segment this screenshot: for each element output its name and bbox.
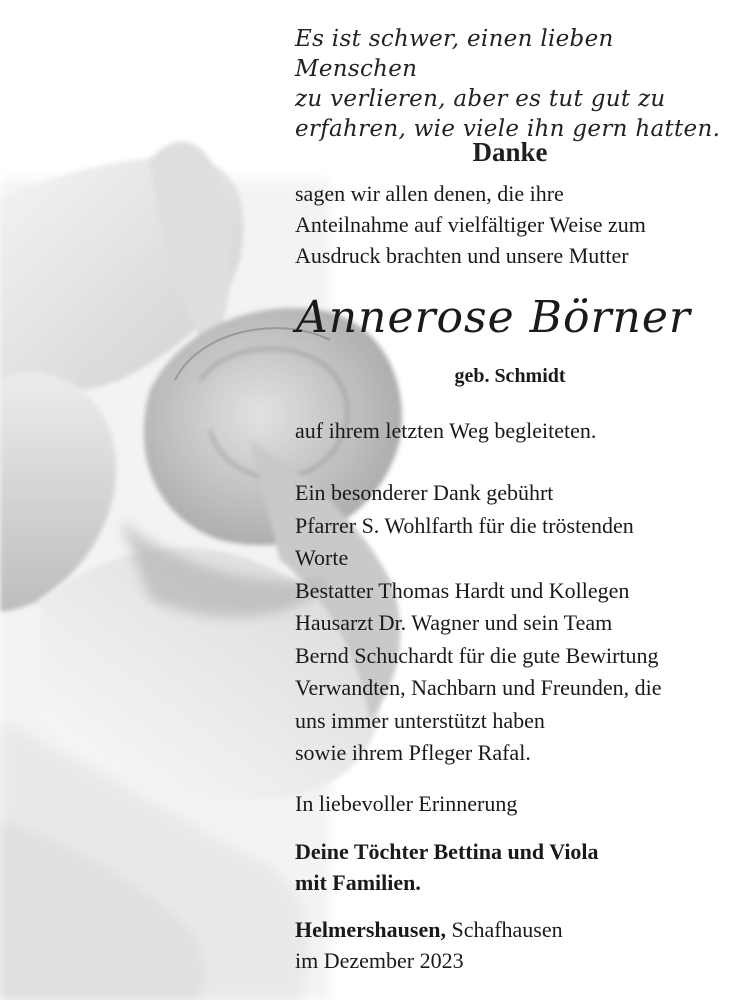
quote-line: Es ist schwer, einen lieben Menschen (295, 26, 614, 82)
thanks-line: Pfarrer S. Wohlfarth für die tröstenden (295, 512, 634, 538)
date-line: im Dezember 2023 (295, 948, 464, 973)
town-bold: Helmershausen, (295, 917, 446, 942)
place-line (295, 914, 735, 945)
special-thanks-list (295, 477, 740, 770)
memory-line: In liebevoller Erinnerung (295, 791, 518, 816)
deceased-name: Annerose Börner (296, 292, 691, 343)
thanks-line: uns immer unterstützt haben (295, 707, 545, 733)
thanks-line: Ein besonderer Dank gebührt (295, 480, 554, 505)
thanks-heading: Danke (472, 137, 548, 167)
thanks-line: Hausarzt Dr. Wagner und sein Team (295, 610, 613, 635)
family-line: Deine Töchter Bettina und Viola (295, 839, 599, 864)
quote-verse (295, 24, 735, 144)
quote-line: zu verlieren, aber es tut gut zu (295, 86, 666, 112)
place-and-date (295, 914, 735, 976)
quote-line: erfahren, wie viele ihn gern hatten. (295, 116, 721, 142)
thanks-line: Bernd Schuchardt für die gute Bewirtung (295, 642, 659, 668)
intro-line: Anteilnahme auf vielfältiger Weise zum (295, 212, 646, 237)
maiden-name: geb. Schmidt (454, 365, 566, 387)
thanks-line: Verwandten, Nachbarn und Freunden, die (295, 675, 662, 700)
thanks-line: Bestatter Thomas Hardt und Kollegen (295, 577, 630, 603)
escort-line: auf ihrem letzten Weg begleiteten. (295, 418, 597, 443)
thanks-line: sowie ihrem Pfleger Rafal. (295, 740, 531, 765)
family-signature (295, 836, 735, 898)
town-rest: Schafhausen (445, 917, 563, 942)
thanks-line: Worte (295, 545, 349, 570)
intro-text (295, 178, 735, 271)
family-line: mit Familien. (295, 870, 421, 895)
intro-line: sagen wir allen denen, die ihre (295, 181, 564, 206)
intro-line: Ausdruck brachten und unsere Mutter (295, 243, 629, 268)
